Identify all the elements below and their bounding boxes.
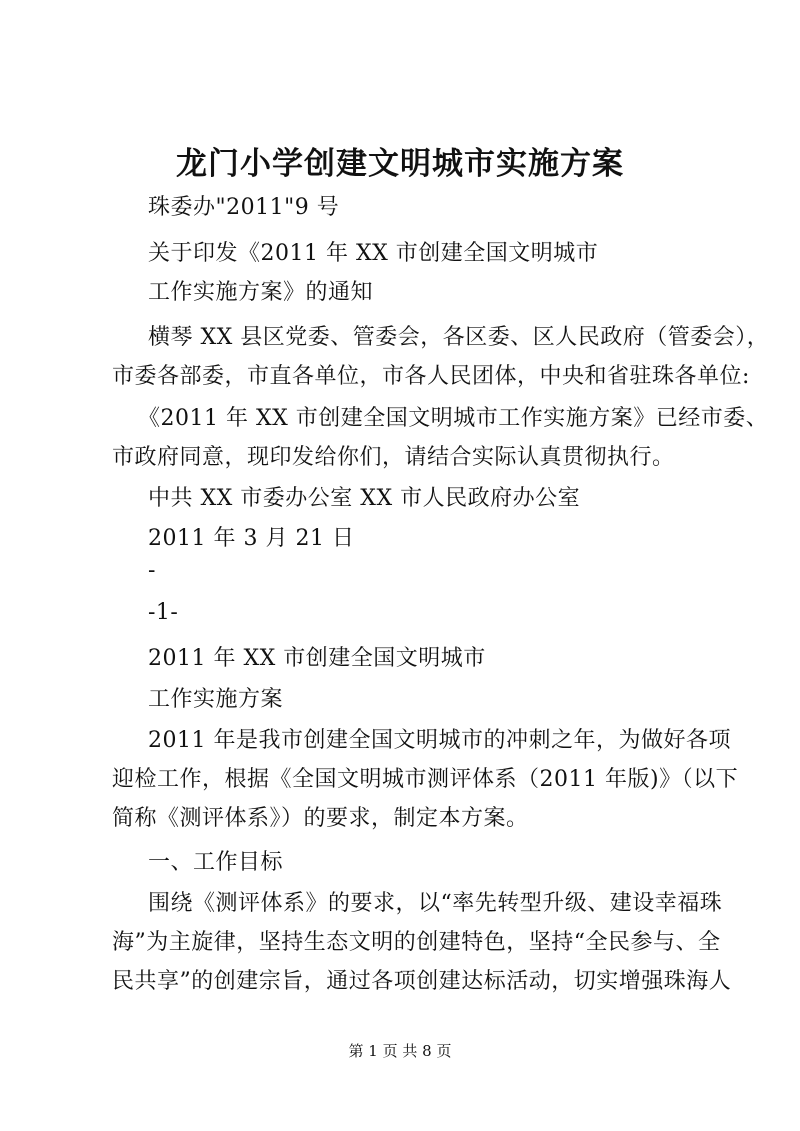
line-intro-3: 简称《测评体系》）的要求，制定本方案。 xyxy=(112,806,529,831)
line-goals-2: 海”为主旋律，坚持生态文明的创建特色，坚持“全民参与、全 xyxy=(112,930,721,955)
line-issuer: 中共 XX 市委办公室 XX 市人民政府办公室 xyxy=(148,486,581,511)
line-notice-title-1: 关于印发《2011 年 XX 市创建全国文明城市 xyxy=(148,241,599,266)
line-plan-title-2: 工作实施方案 xyxy=(148,687,284,712)
line-notice-title-2: 工作实施方案》的通知 xyxy=(148,280,374,305)
line-plan-title-1: 2011 年 XX 市创建全国文明城市 xyxy=(148,646,486,671)
line-document-number: 珠委办"2011"9 号 xyxy=(148,195,340,220)
line-recipients-1: 横琴 XX 县区党委、管委会，各区委、区人民政府（管委会）， xyxy=(148,325,770,350)
line-goals-1: 围绕《测评体系》的要求，以“率先转型升级、建设幸福珠 xyxy=(148,891,723,916)
line-page-marker: -1- xyxy=(148,600,179,625)
line-intro-1: 2011 年是我市创建全国文明城市的冲刺之年，为做好各项 xyxy=(148,728,731,753)
document-title: 龙门小学创建文明城市实施方案 xyxy=(176,146,624,182)
line-notice-body-2: 市政府同意，现印发给你们，请结合实际认真贯彻执行。 xyxy=(112,445,675,470)
line-notice-body-1: 《2011 年 XX 市创建全国文明城市工作实施方案》已经市委、 xyxy=(138,406,769,431)
line-dash: - xyxy=(148,558,156,583)
line-intro-2: 迎检工作，根据《全国文明城市测评体系（2011 年版)》（以下 xyxy=(112,767,739,792)
section-heading-goals: 一、工作目标 xyxy=(148,850,284,875)
line-goals-3: 民共享”的创建宗旨，通过各项创建达标活动，切实增强珠海人 xyxy=(112,969,732,994)
page-footer: 第 1 页 共 8 页 xyxy=(348,1042,452,1060)
line-recipients-2: 市委各部委，市直各单位，市各人民团体，中央和省驻珠各单位: xyxy=(112,364,750,389)
line-date: 2011 年 3 月 21 日 xyxy=(148,526,355,551)
